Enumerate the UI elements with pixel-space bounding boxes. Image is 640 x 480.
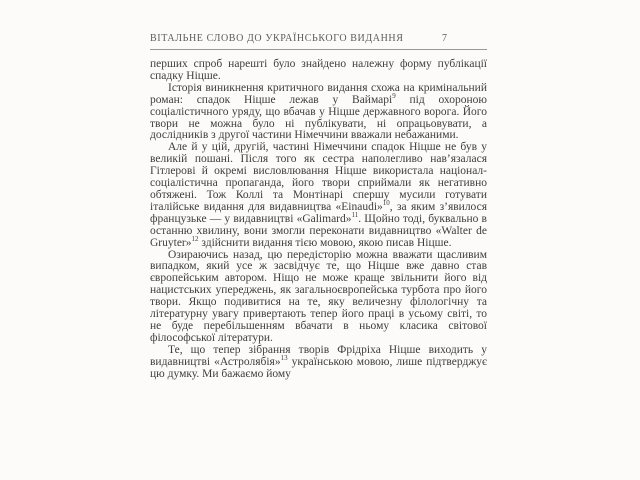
paragraph: перших спроб нарешті було знайдено належну форму публікації спадку Ніцше. [150, 58, 487, 82]
footnote-ref: 11 [351, 210, 359, 219]
footnote-ref: 9 [392, 91, 396, 100]
footnote-ref: 10 [382, 199, 390, 208]
page-body [150, 59, 487, 380]
footnote-ref: 13 [280, 353, 288, 362]
page-sheet [150, 33, 487, 380]
page-number: 7 [442, 33, 447, 44]
paragraph: Але й у цій, другій, частині Німеччини спадок Ніцше не був у великій пошані. Після того як сестра наполегливо нав’язалася Гітлерові й окремі висловлювання Ніцше використала націонал-соціалістична пропаганда, його твори сприймали як негативно обтяжені. Тож Коллі та Монтінарі спершу мусили готувати італійське видання для видавництва «Einaudi»$^{10}$, за яким з’явилося французьке — у видавництві «Galimard»$^{11}$. Щойно тоді, буквально в останню хвилину, вони змогли переконати видавництво «Walter de Gruyter»$^{12}$ здійснити видання тією мовою, якою писав Ніцше. [150, 141, 487, 249]
header-rule [150, 49, 487, 50]
running-head [150, 33, 487, 49]
footnote-ref: 12 [191, 234, 199, 243]
paragraph: Озираючись назад, цю передісторію можна вважати щасливим випадком, який усе ж засвідчує те, що Ніцше вже давно став європейським автором. Ніщо не може краще звільнити його від нацистських упереджень, як загальноєвропейська турбота про його твори. Якщо подивитися на те, яку величезну філологічну та літературну увагу привертають тепер його праці в усьому світі, то не буде перебільшенням вбачати в ньому класика світової філософської літератури. [150, 248, 487, 344]
running-head-title: ВІТАЛЬНЕ СЛОВО ДО УКРАЇНСЬКОГО ВИДАННЯ [150, 33, 404, 44]
paragraph: Те, що тепер зібрання творів Фрідріха Ніцше виходить у видавництві «Астролябія»$^{13}$ українською мовою, лише підтверджує цю думку. Ми бажаємо йому [150, 343, 487, 380]
paragraph: Історія виникнення критичного видання схожа на кримінальний роман: спадок Ніцше лежав у Ваймарі$^9$ під охороною соціалістичного уряду, що вбачав у Ніцше державного ворога. Його твори не можна було ні публікувати, ні опрацьовувати, а дослідників з другої частини Німеччини вважали небажаними. [150, 81, 487, 142]
